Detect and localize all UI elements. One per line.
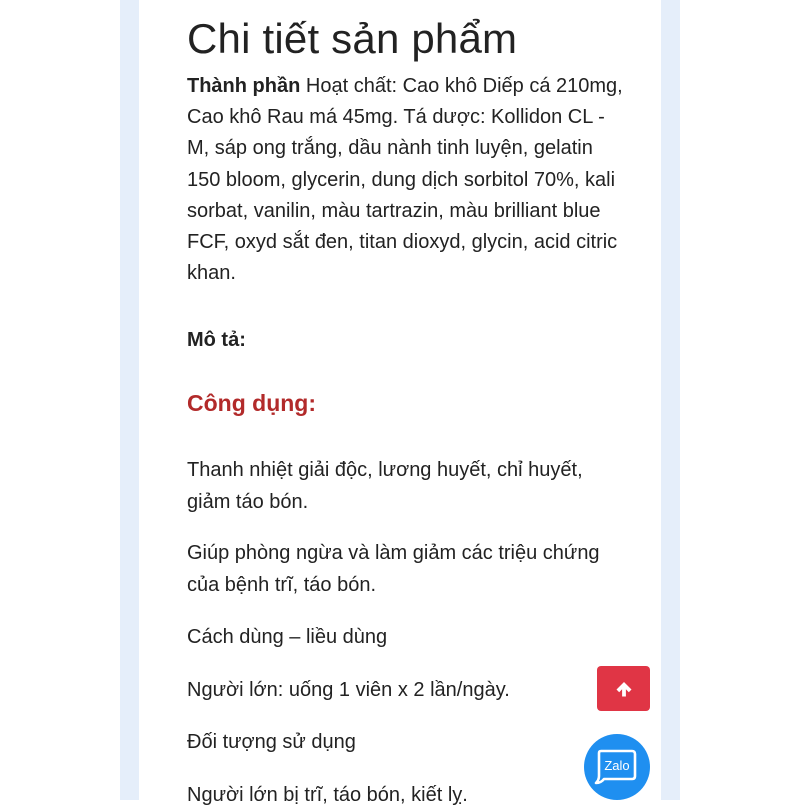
zalo-chat-button[interactable] bbox=[584, 734, 650, 800]
left-side-band bbox=[120, 0, 139, 800]
zalo-chat-icon bbox=[584, 734, 650, 800]
uses-heading: Công dụng: bbox=[187, 390, 317, 417]
arrow-up-icon bbox=[614, 679, 634, 699]
target-users-text: Người lớn bị trĩ, táo bón, kiết lỵ. bbox=[187, 783, 468, 806]
ingredients-text: Hoạt chất: Cao khô Diếp cá 210mg, Cao khô Rau má 45mg. Tá dược: Kollidon CL - M, sáp ong trắng, dầu nành tinh luyện, gelatin 150 bloom, glycerin, dung dịch sorbitol 70%, kali sorbat, vanilin, màu tartrazin, màu brilliant blue FCF, oxyd sắt đen, titan dioxyd, glycin, acid citric khan. bbox=[187, 75, 623, 285]
scroll-to-top-button[interactable] bbox=[597, 666, 650, 711]
uses-paragraph: Giúp phòng ngừa và làm giảm các triệu chứng của bệnh trĩ, táo bón. bbox=[187, 542, 600, 596]
product-detail-content bbox=[187, 14, 630, 811]
ingredients-label: Thành phần bbox=[187, 75, 301, 97]
dosage-text: Người lớn: uống 1 viên x 2 lần/ngày. bbox=[187, 678, 510, 701]
target-users-heading: Đối tượng sử dụng bbox=[187, 731, 356, 754]
page-title: Chi tiết sản phẩm bbox=[187, 15, 518, 62]
ingredients-paragraph bbox=[187, 71, 627, 289]
zalo-label: Zalo bbox=[604, 758, 630, 773]
uses-paragraph: Thanh nhiệt giải độc, lương huyết, chỉ huyết, giảm táo bón. bbox=[187, 459, 583, 513]
description-label: Mô tả: bbox=[187, 329, 246, 352]
right-side-band bbox=[661, 0, 680, 800]
dosage-heading: Cách dùng – liều dùng bbox=[187, 626, 388, 649]
